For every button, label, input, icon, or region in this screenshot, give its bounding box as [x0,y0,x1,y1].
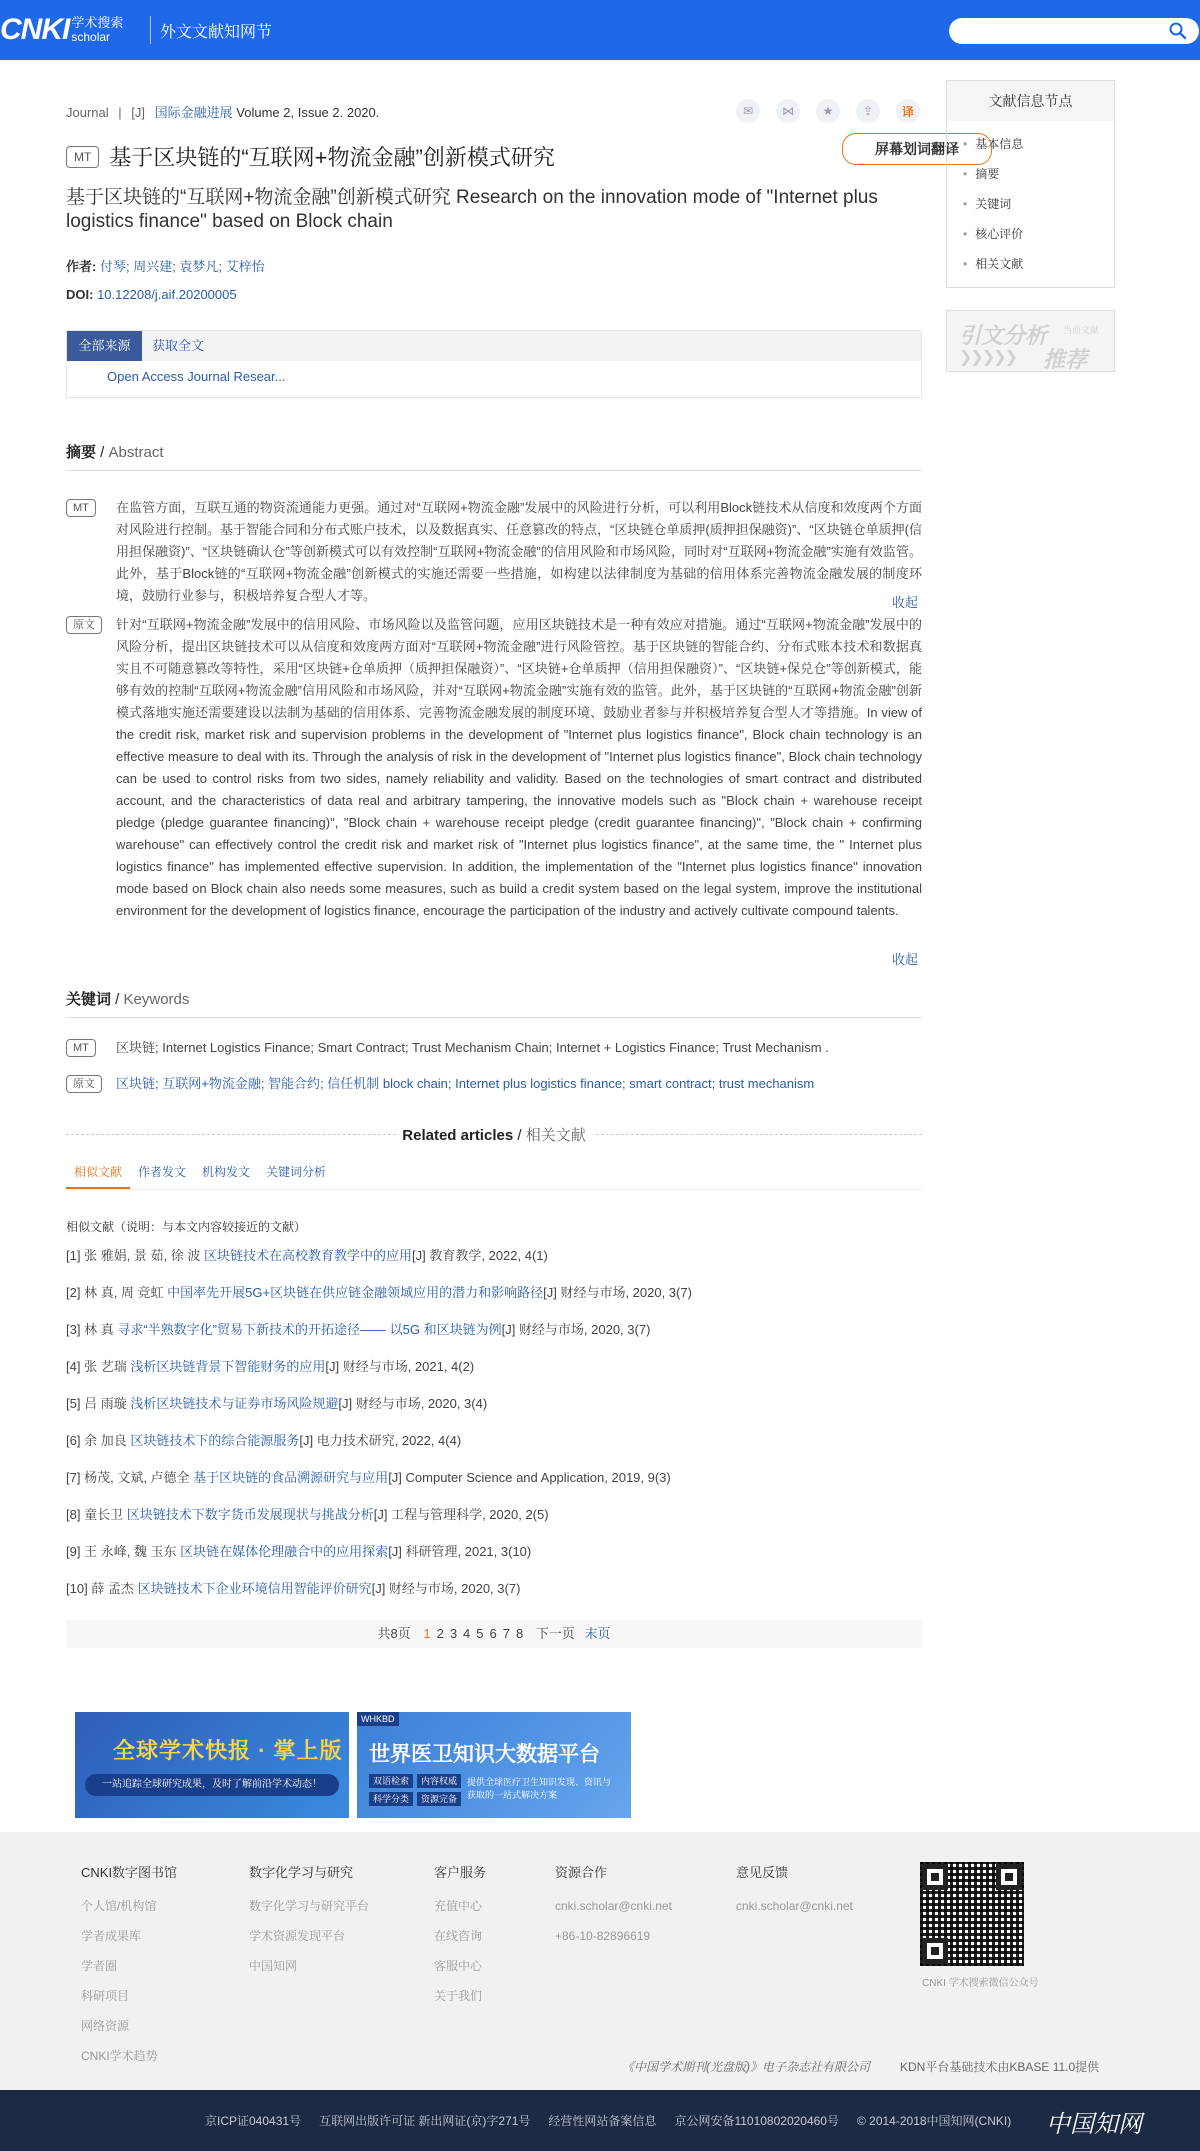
pager-page[interactable]: 5 [476,1626,484,1641]
related-item-number: [7] [66,1470,81,1485]
mt-title: 基于区块链的“互联网+物流金融”创新模式研究 [109,145,555,170]
footer-link[interactable]: 数字化学习与研究平台 [249,1899,370,1913]
related-item [66,1321,922,1358]
footer-link[interactable]: cnki.scholar@cnki.net [555,1899,672,1913]
bottom-link[interactable]: 京公网安备11010802020460号 [674,2114,839,2128]
footer-link[interactable]: 学术资源发现平台 [249,1929,346,1943]
source-box [66,330,922,398]
tab-get-fulltext[interactable]: 获取全文 [152,338,205,353]
related-item-authors: 杨茂, 文斌, 卢德全 [84,1470,190,1485]
footer-col-library [81,1862,177,2077]
pager [66,1620,922,1648]
footer [0,1832,1200,2090]
search-icon[interactable] [1168,21,1188,41]
banner1-title: 全球学术快报 · 掌上版 [113,1738,343,1763]
footer-col-heading: 客户服务 [434,1865,487,1880]
footer-col-heading: 资源合作 [555,1865,608,1880]
chevrons-icon: ❯❯❯❯❯ [959,349,1017,366]
email-icon[interactable]: ✉ [736,99,760,123]
pager-page[interactable]: 7 [502,1626,510,1641]
related-item-source: [J] 财经与市场, 2020, 3(7) [501,1322,651,1337]
related-item-source: [J] 工程与管理科学, 2020, 2(5) [373,1507,549,1522]
abstract-orig-collapse[interactable]: 收起 [891,952,918,967]
abstract-mt-text: 在监管方面，互联互通的物资流通能力更强。通过对“互联网+物流金融”发展中的风险进行分析，可以利用Block链技术从信度和效度两个方面对风险进行控制。基于智能合同和分布式账户技术，以及数据真实、任意篡改的特点，“区块链仓单质押(质押担保融资)”、“区块链仓单质押(信用担保融资)”、“区块链确认仓”等创新模式可以有效控制“互联网+物流金融”的信用风险和市场风险，同时对“互联网+物流金融”实施有效监管。此外，基于Block链的“互联网+物流金融”创新模式的实施还需要一些措施，如构建以法律制度为基础的信用体系完善物流金融发展的制度环境，鼓励行业参与，积极培养复合型人才等。 [116,500,922,603]
abstract-mt-collapse[interactable]: 收起 [891,595,918,610]
journal-link[interactable]: 国际金融进展 [154,105,233,120]
pager-page[interactable]: 3 [449,1626,458,1641]
related-item-source: [J] Computer Science and Application, 2019, 9(3) [388,1470,671,1485]
related-item-title[interactable]: 区块链在媒体伦理融合中的应用探索 [180,1544,389,1559]
mt-title-row [66,141,555,172]
keywords-orig-links[interactable]: 区块链; 互联网+物流金融; 智能合约; 信任机制 block chain; Internet plus logistics finance; smart contract; trust mechanism [116,1076,815,1091]
bottom-link[interactable]: 经营性网站备案信息 [548,2114,657,2128]
doi-link[interactable]: 10.12208/j.aif.20200005 [97,287,237,302]
related-item [66,1506,922,1543]
logo-cn-text: 学术搜索 [71,15,124,30]
abstract-mt [66,497,922,611]
related-item [66,1469,922,1506]
abstract-orig-text: 针对“互联网+物流金融”发展中的信用风险、市场风险以及监管问题，应用区块链技术是一种有效应对措施。通过“互联网+物流金融”发展中的风险分析，提出区块链技术可以从信度和效度两方面对“互联网+物流金融”进行风险管控。基于区块链的智能合约、分布式账本技术和数据真实且不可随意篡改等特性，采用“区块链+仓单质押（质押担保融资）”、“区块链+仓单质押（信用担保融资）”、“区块链+保兑仓”等创新模式，能够有效的控制“互联网+物流金融”信用风险和市场风险，并对“互联网+物流金融”实施有效的监管。此外，基于区块链的“互联网+物流金融”创新模式落地实施还需要建设以法制为基础的信用体系、完善物流金融发展的制度环境、鼓励业者参与并积极培养复合型人才等措施。In view of the credit risk, market risk and supervision problems in the development of "Internet plus logistics finance", Block chain technology is an effective measure to deal with its. Through the analysis of risk in the development of "Internet plus logistics finance", Block chain technology can be used to control risks from two sides, namely reliability and validity. Based on the technologies of smart contract and distributed account, and the characteristics of data real and arbitrary tampering, the innovative models such as "Block chain + warehouse receipt pledge (pledge guarantee financing)", "Block chain + warehouse receipt pledge (credit guarantee financing)", "Block chain + confirming warehouse" can effectively control the credit risk and market risk of "Internet plus logistics finance", at the same time, the " Internet plus logistics finance" has implemented effective supervision. In addition, the implementation of the "Internet plus logistics finance" innovation mode based on Block chain also needs some measures, such as build a credit system based on the legal system, improve the institutional environment for the development of logistics finance, encourage the participation of the industry and actively cultivate compound talents. [116,617,922,918]
footer-col-heading: 数字化学习与研究 [249,1865,354,1880]
keywords-orig-tag: 原文 [66,1075,102,1093]
info-panel-title: 文献信息节点 [947,81,1114,121]
footer-link[interactable]: CNKI学术趋势 [81,2049,158,2063]
share-icon[interactable]: ⋈ [776,99,800,123]
related-item-number: [4] [66,1359,81,1374]
search-input[interactable] [960,20,1160,42]
related-item-source: [J] 财经与市场, 2021, 4(2) [325,1359,475,1374]
related-item-number: [9] [66,1544,81,1559]
abstract-heading [66,441,922,471]
related-item [66,1543,922,1580]
scholar-app-banner[interactable] [75,1712,349,1818]
related-item [66,1247,922,1284]
keywords-heading-sep: / [111,991,124,1008]
cnki-bottom-logo: 中国知网 [1046,2110,1142,2138]
abstract-heading-cn: 摘要 [66,444,97,461]
keywords-original [66,1075,922,1093]
banner2-chip: 资源完备 [417,1792,461,1806]
banner2-chip: 双语检索 [369,1774,413,1788]
banner2-chip: 科学分类 [369,1792,413,1806]
type-separator: | [118,105,122,120]
article-title: 基于区块链的“互联网+物流金融”创新模式研究 Research on the innovation mode of "Internet plus logistics finance" based on Block chain [66,187,878,232]
related-item-source: [J] 科研管理, 2021, 3(10) [388,1544,532,1559]
related-heading [66,1124,922,1144]
footer-link[interactable]: cnki.scholar@cnki.net [736,1899,853,1913]
info-node-keywords[interactable]: • 关键词 [963,195,1114,225]
type-code: [J] [131,105,146,120]
related-item-title[interactable]: 区块链技术下的综合能源服务 [130,1433,300,1448]
footer-col-feedback [736,1862,853,1927]
footer-link[interactable]: 网络资源 [81,2019,130,2033]
top-header [0,0,1200,60]
translate-button[interactable]: 译 [896,99,920,123]
doi-line [66,287,237,302]
related-item-authors: 吕 雨璇 [84,1396,127,1411]
related-item-authors: 林 真, 周 竞虹 [84,1285,164,1300]
related-title-en: Related articles [402,1127,514,1144]
related-item [66,1432,922,1469]
authors-links[interactable]: 付琴; 周兴建; 袁梦凡; 艾梓怡 [99,259,265,274]
type-label: Journal [66,105,109,120]
pager-page[interactable]: 1 [423,1626,431,1641]
source-tabs [67,331,921,361]
related-item-authors: 张 雅娟, 景 茹, 徐 波 [84,1248,201,1263]
footer-link[interactable]: 学者圈 [81,1959,118,1973]
tab-all-sources[interactable]: 全部来源 [67,331,142,361]
source-link[interactable]: Open Access Journal Resear... [107,369,286,384]
cite-banner-small: 当前文献 [1063,325,1100,335]
pager-last[interactable]: 末页 [584,1626,611,1641]
logo-cnki-text: CNKI [0,13,70,46]
related-item-title[interactable]: 寻求“半熟数字化”贸易下新技术的开拓途径—— 以5G 和区块链为例 [117,1322,502,1337]
related-item-authors: 张 艺瑞 [84,1359,127,1374]
wechat-qr-code [920,1862,1024,1966]
footer-col-cooperation [555,1862,672,1957]
related-item-title[interactable]: 区块链技术下企业环境信用智能评价研究 [137,1581,372,1596]
footer-link[interactable]: 个人馆/机构馆 [81,1899,157,1913]
related-item [66,1358,922,1395]
related-item-title[interactable]: 浅析区块链技术与证券市场风险规避 [130,1396,339,1411]
info-node-evaluation[interactable]: • 核心评价 [963,225,1114,255]
abstract-heading-sep: / [96,444,109,461]
related-item-title[interactable]: 基于区块链的食品溯源研究与应用 [193,1470,389,1485]
bottom-link[interactable]: 京ICP证040431号 [205,2114,302,2128]
related-item [66,1284,922,1321]
related-item-number: [1] [66,1248,81,1263]
related-item-source: [J] 电力技术研究, 2022, 4(4) [299,1433,462,1448]
info-node-related[interactable]: • 相关文献 [963,255,1114,285]
related-item-number: [3] [66,1322,81,1337]
tab-keyword-analysis[interactable]: 关键词分析 [266,1165,327,1179]
related-item-source: [J] 财经与市场, 2020, 3(7) [371,1581,521,1596]
pager-page[interactable]: 6 [489,1626,497,1641]
logo-en-text: scholar [71,30,111,44]
related-item-title[interactable]: 区块链技术下数字货币发展现状与挑战分析 [126,1507,374,1522]
related-item-title[interactable]: 中国率先开展5G+区块链在供应链金融领域应用的潜力和影响路径 [167,1285,544,1300]
tab-institution-papers[interactable]: 机构发文 [202,1165,251,1179]
authors-line [66,256,265,275]
footer-company: 《中国学术期刊(光盘版)》电子杂志社有限公司 [622,2060,870,2074]
footer-link[interactable]: 关于我们 [434,1989,483,2003]
star-icon[interactable]: ★ [816,99,840,123]
related-item-authors: 王 永峰, 魏 玉东 [84,1544,177,1559]
related-item-number: [5] [66,1396,81,1411]
doi-label: DOI: [66,287,94,302]
banner2-badge: WHKBD [357,1712,399,1726]
abstract-orig-tag: 原文 [66,616,102,634]
cite-banner-recommend: 推荐 [1043,347,1088,372]
bottom-link[interactable]: © 2014-2018中国知网(CNKI) [856,2114,1012,2128]
related-title-cn: 相关文献 [525,1127,586,1144]
related-item [66,1580,922,1617]
keywords-mt-tag: MT [66,1039,96,1057]
abstract-original [66,614,922,968]
info-node-abstract[interactable]: • 摘要 [963,165,1114,195]
footer-col-heading: 意见反馈 [736,1865,789,1880]
pager-page[interactable]: 4 [463,1626,471,1641]
related-list [66,1247,922,1617]
keywords-heading-en: Keywords [123,991,190,1008]
keywords-heading-cn: 关键词 [66,991,112,1008]
related-item-source: [J] 教育教学, 2022, 4(1) [412,1248,548,1263]
related-item-source: [J] 财经与市场, 2020, 3(7) [543,1285,692,1300]
related-item-number: [2] [66,1285,81,1300]
related-item-source: [J] 财经与市场, 2020, 3(4) [338,1396,488,1411]
bottom-link[interactable]: 互联网出版许可证 新出网证(京)字271号 [319,2114,531,2128]
banner2-chip: 内容权威 [417,1774,461,1788]
cite-banner-text: 引文分析 [959,323,1048,348]
info-nodes-panel [946,80,1115,288]
translate-tooltip: 屏幕划词翻译 [842,133,992,165]
keywords-heading [66,988,922,1018]
qr-caption: CNKI 学术搜索微信公众号 [922,1978,1039,1989]
footer-col-service [434,1862,486,2017]
pager-page[interactable]: 8 [515,1626,524,1641]
related-item-authors: 童长卫 [84,1507,124,1522]
article-meta-line [66,102,385,121]
related-item-authors: 林 真 [84,1322,114,1337]
related-tabs [66,1160,922,1190]
footer-link[interactable]: 中国知网 [249,1959,298,1973]
banner2-title: 世界医卫知识大数据平台 [369,1743,600,1766]
authors-label: 作者: [66,259,97,274]
footer-link[interactable]: 客服中心 [434,1959,483,1973]
footer-link[interactable]: 科研项目 [81,1989,130,2003]
footer-col-learning [249,1862,369,1987]
export-icon[interactable]: ⇪ [856,99,880,123]
keywords-mt-text: 区块链; Internet Logistics Finance; Smart Contract; Trust Mechanism Chain; Internet + Logistics Finance; Trust Mechanism . [116,1040,829,1055]
related-item-authors: 薛 孟杰 [91,1581,134,1596]
site-name: 外文文献知网节 [160,24,273,41]
related-item-number: [6] [66,1433,81,1448]
tab-similar[interactable]: 相似文献 [66,1160,130,1189]
footer-link[interactable]: 充值中心 [434,1899,483,1913]
cnki-scholar-logo[interactable] [0,14,123,46]
citation-analysis-banner[interactable] [946,310,1115,372]
bottom-links [205,2112,1029,2129]
article-actions [736,99,920,123]
banner1-subtitle: 一站追踪全球研究成果，及时了解前沿学术动态！ [85,1774,339,1796]
bottom-bar [0,2090,1200,2151]
related-item-number: [8] [66,1507,81,1522]
header-divider [150,16,151,44]
pager-total: 共8页 [377,1626,411,1641]
mt-tag: MT [66,146,99,168]
tab-author-papers[interactable]: 作者发文 [138,1165,187,1179]
footer-kbase: KDN平台基础技术由KBASE 11.0提供 [900,2060,1100,2074]
pager-page[interactable]: 2 [436,1626,444,1641]
medical-platform-banner[interactable] [357,1712,631,1818]
footer-col-heading: CNKI数字图书馆 [81,1865,178,1880]
pager-next[interactable]: 下一页 [535,1626,575,1641]
related-item-title[interactable]: 浅析区块链背景下智能财务的应用 [130,1359,326,1374]
related-item-authors: 余 加良 [84,1433,127,1448]
abstract-heading-en: Abstract [108,444,164,461]
keywords-mt [66,1039,922,1057]
related-item [66,1395,922,1432]
footer-link[interactable]: +86-10-82896619 [555,1929,651,1943]
similar-note: 相似文献（说明：与本文内容较接近的文献） [66,1220,307,1234]
banner2-description: 提供全球医疗卫生知识发现、资讯与获取的一站式解决方案 [467,1777,612,1800]
abstract-mt-tag: MT [66,499,96,517]
footer-link[interactable]: 学者成果库 [81,1929,142,1943]
info-node-basic[interactable]: • 基本信息 [963,135,1114,165]
volume-info: Volume 2, Issue 2. 2020. [236,105,380,120]
footer-link[interactable]: 在线咨询 [434,1929,483,1943]
related-item-number: [10] [66,1581,88,1596]
related-item-title[interactable]: 区块链技术在高校教育教学中的应用 [204,1248,413,1263]
pager-pages [420,1626,526,1641]
related-title-sep: / [513,1127,526,1144]
